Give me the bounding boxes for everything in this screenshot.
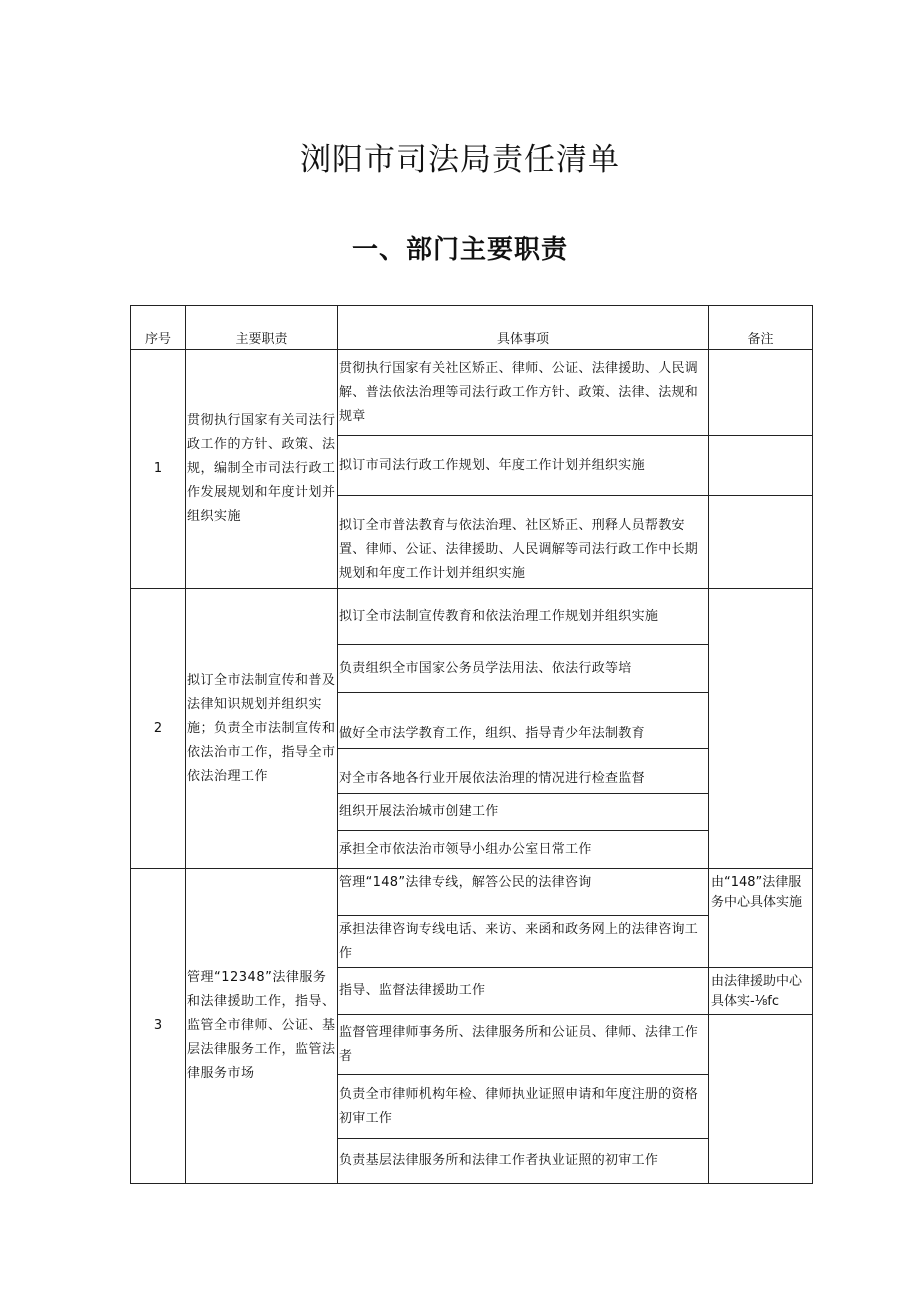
document-title: 浏阳市司法局责任清单 bbox=[300, 142, 620, 178]
section-title: 一、部门主要职责 bbox=[351, 235, 568, 265]
table-header-row bbox=[131, 306, 813, 350]
item-cell: 监督管理律师事务所、法律服务所和公证员、律师、法律工作者 bbox=[338, 1015, 709, 1075]
header-note: 备注 bbox=[709, 306, 813, 350]
main-duty: 贯彻执行国家有关司法行政工作的方针、政策、法规，编制全市司法行政工作发展规划和年度计划并组织实施 bbox=[186, 350, 338, 589]
table-row bbox=[131, 589, 813, 645]
table-row bbox=[131, 350, 813, 436]
note-cell: 由“148”法律服务中心具体实施 bbox=[709, 869, 813, 968]
note-cell bbox=[709, 1015, 813, 1184]
note-cell bbox=[709, 589, 813, 869]
header-no: 序号 bbox=[131, 306, 186, 350]
note-cell bbox=[709, 436, 813, 496]
row-number: 1 bbox=[131, 350, 186, 589]
main-duty: 管理“12348”法律服务和法律援助工作，指导、监管全市律师、公证、基层法律服务工作，监管法律服务市场 bbox=[186, 869, 338, 1184]
row-number: 3 bbox=[131, 869, 186, 1184]
row-number: 2 bbox=[131, 589, 186, 869]
note-cell bbox=[709, 496, 813, 589]
table-row bbox=[131, 869, 813, 916]
item-cell: 承担全市依法治市领导小组办公室日常工作 bbox=[338, 831, 709, 869]
header-main-duty: 主要职责 bbox=[186, 306, 338, 350]
item-cell: 负责组织全市国家公务员学法用法、依法行政等培 bbox=[338, 645, 709, 693]
item-cell: 组织开展法治城市创建工作 bbox=[338, 794, 709, 831]
item-cell: 做好全市法学教育工作，组织、指导青少年法制教育 bbox=[338, 693, 709, 749]
note-cell: 由法律援助中心具体实-⅛fc bbox=[709, 968, 813, 1015]
item-cell: 负责全市律师机构年检、律师执业证照申请和年度注册的资格初审工作 bbox=[338, 1075, 709, 1139]
item-cell: 拟订全市普法教育与依法治理、社区矫正、刑释人员帮教安置、律师、公证、法律援助、人民调解等司法行政工作中长期规划和年度工作计划并组织实施 bbox=[338, 496, 709, 589]
item-cell: 贯彻执行国家有关社区矫正、律师、公证、法律援助、人民调解、普法依法治理等司法行政工作方针、政策、法律、法规和规章 bbox=[338, 350, 709, 436]
responsibility-table bbox=[130, 305, 813, 1184]
item-cell: 管理“148”法律专线，解答公民的法律咨询 bbox=[338, 869, 709, 916]
item-cell: 负责基层法律服务所和法律工作者执业证照的初审工作 bbox=[338, 1139, 709, 1184]
item-cell: 指导、监督法律援助工作 bbox=[338, 968, 709, 1015]
item-cell: 对全市各地各行业开展依法治理的情况进行检查监督 bbox=[338, 749, 709, 794]
header-items: 具体事项 bbox=[338, 306, 709, 350]
main-duty: 拟订全市法制宣传和普及法律知识规划并组织实施；负责全市法制宣传和依法治市工作，指导全市依法治理工作 bbox=[186, 589, 338, 869]
note-cell bbox=[709, 350, 813, 436]
item-cell: 拟订市司法行政工作规划、年度工作计划并组织实施 bbox=[338, 436, 709, 496]
item-cell: 拟订全市法制宣传教育和依法治理工作规划并组织实施 bbox=[338, 589, 709, 645]
item-cell: 承担法律咨询专线电话、来访、来函和政务网上的法律咨询工作 bbox=[338, 916, 709, 968]
